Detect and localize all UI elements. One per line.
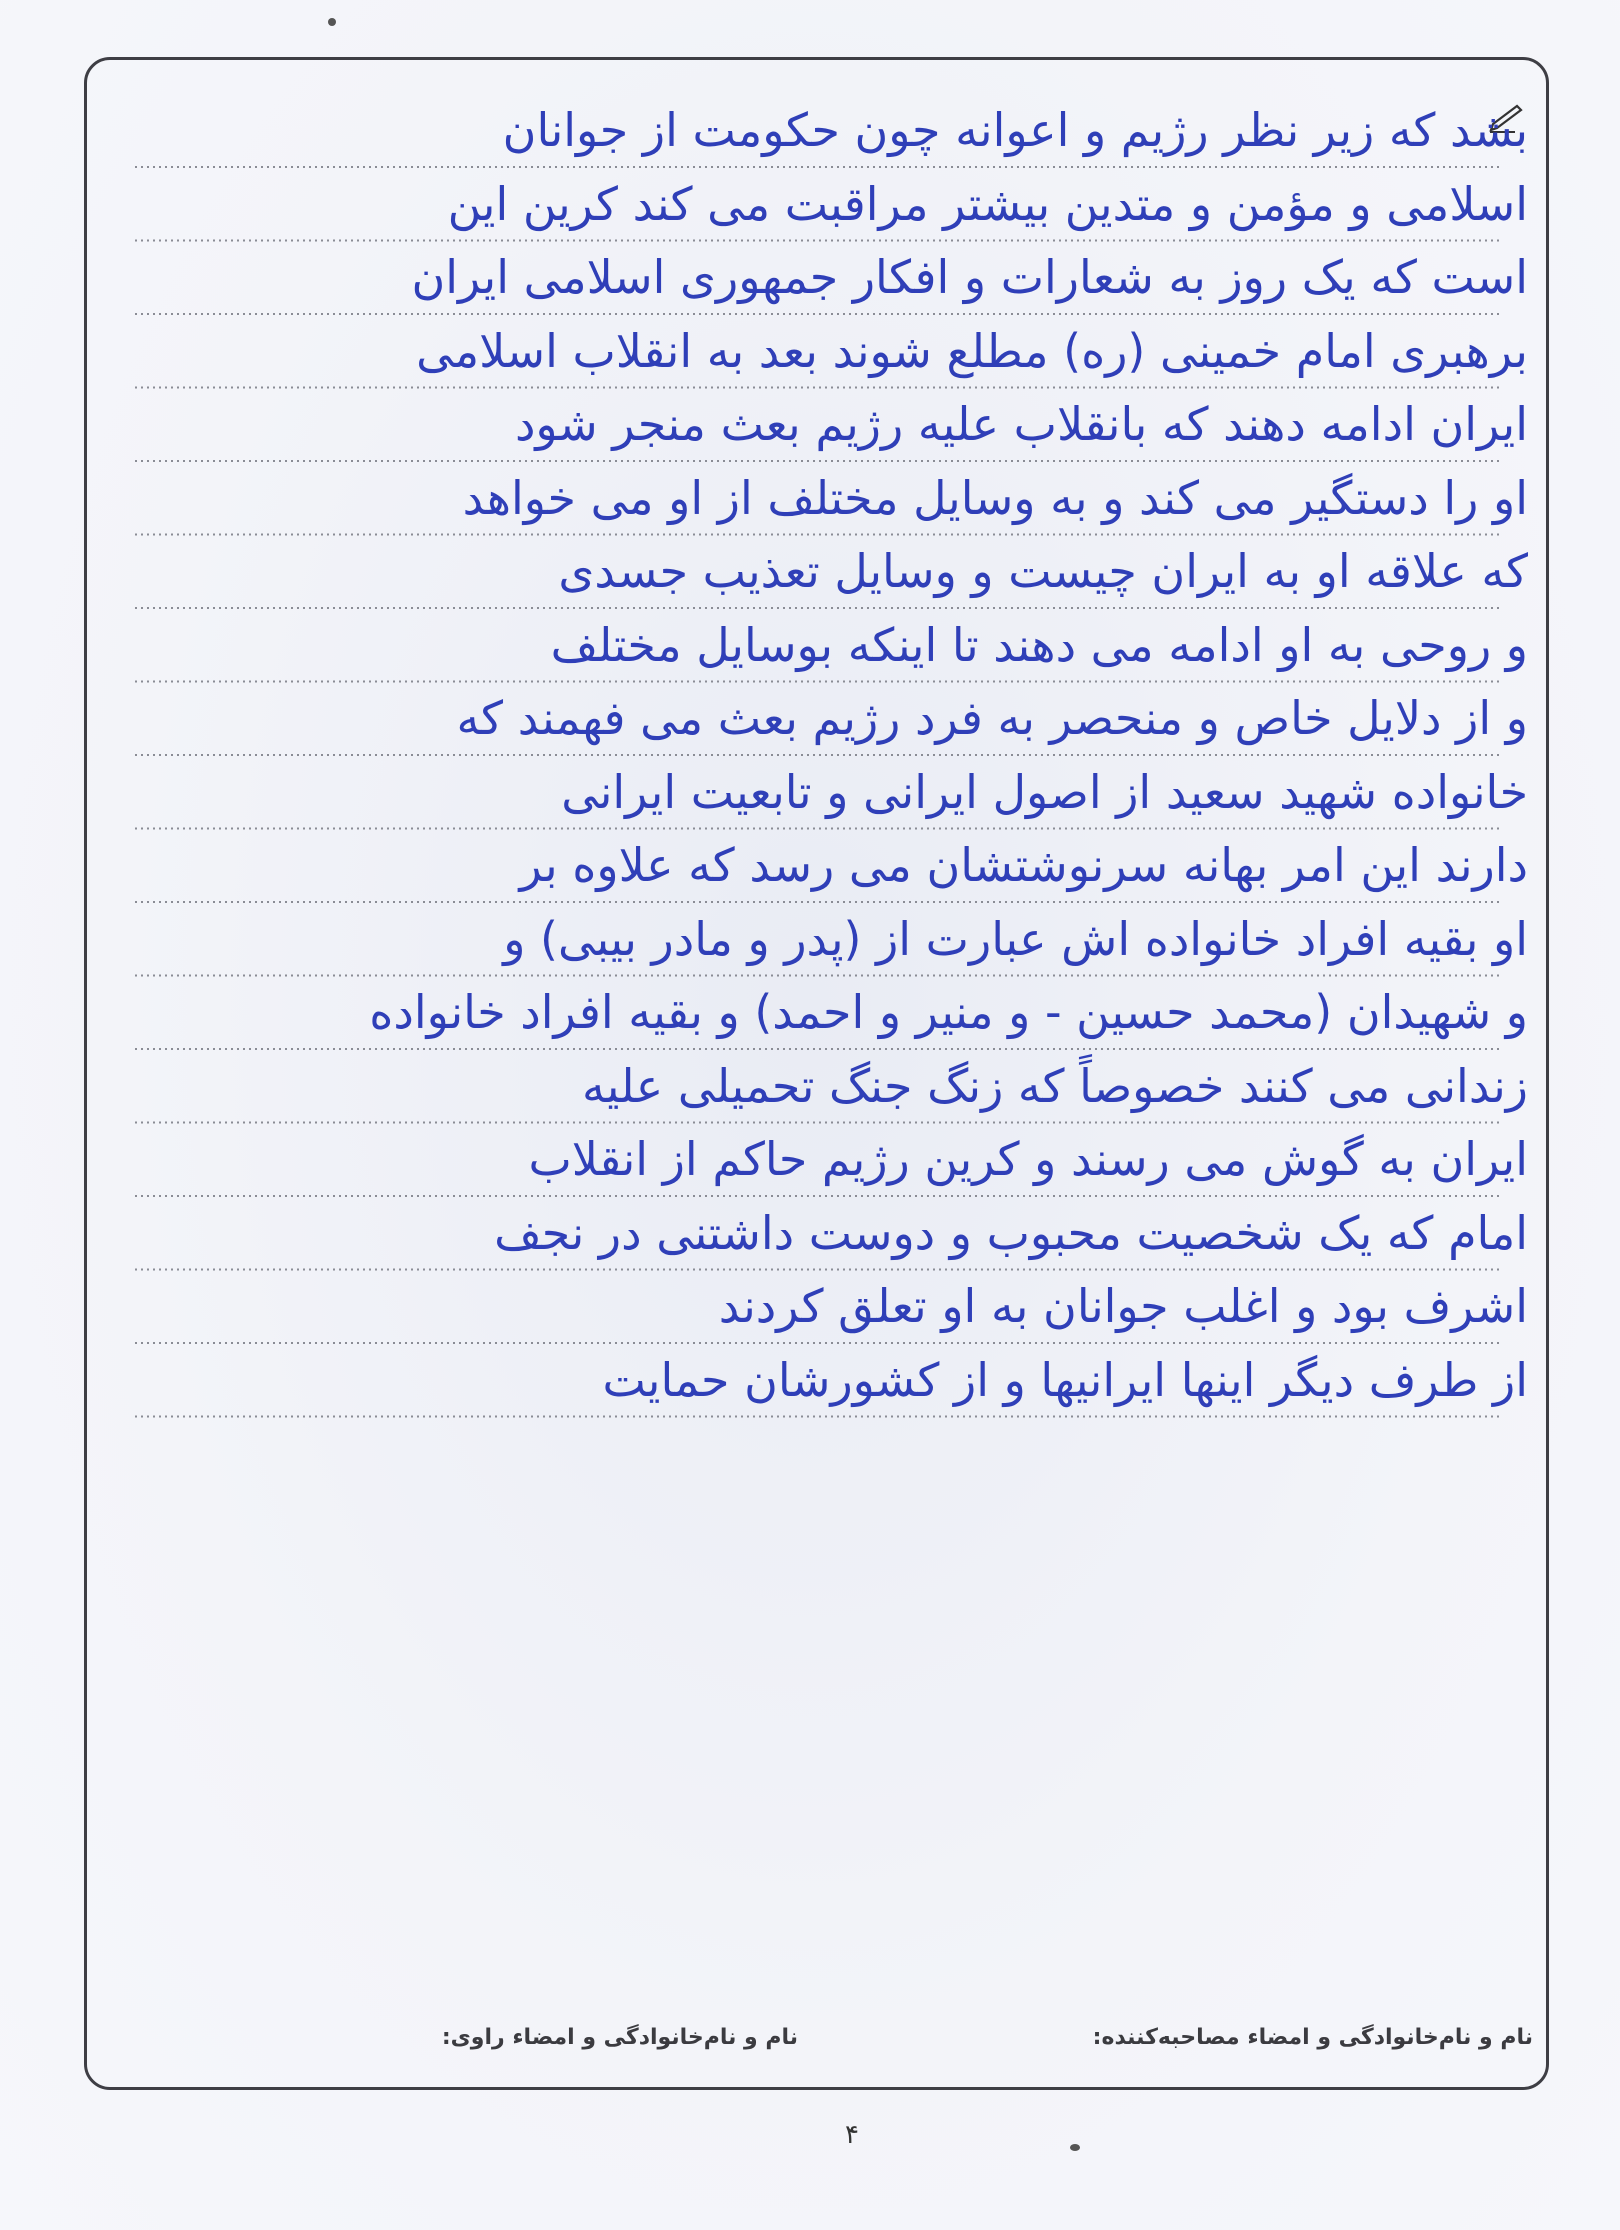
handwritten-line: او را دستگیر می کند و به وسایل مختلف از او می خواهد (462, 470, 1528, 525)
interviewer-signature-label: نام و نام‌خانوادگی و امضاء مصاحبه‌کننده: (1092, 2025, 1533, 2050)
handwritten-line: بشد که زیر نظر رژیم و اعوانه چون حکومت از جوانان (502, 103, 1528, 157)
handwritten-line: دارند این امر بهانه سرنوشتشان می رسد که علاوه بر (519, 838, 1528, 892)
handwritten-line: ایران ادامه دهند که بانقلاب علیه رژیم بعث منجر شود (514, 397, 1528, 451)
page-number: ۴ (845, 2120, 859, 2150)
handwritten-line: و شهیدان (محمد حسین - و منیر و احمد) و بقیه افراد خانواده (369, 985, 1528, 1039)
handwritten-line: امام که یک شخصیت محبوب و دوست داشتنی در نجف (494, 1205, 1528, 1260)
handwritten-line: از طرف دیگر اینها ایرانیها و از کشورشان حمایت (602, 1352, 1528, 1407)
narrator-signature-label: نام و نام‌خانوادگی و امضاء راوی: (441, 2025, 798, 2050)
handwritten-line: اشرف بود و اغلب جوانان به او تعلق کردند (718, 1279, 1528, 1333)
handwritten-line: خانواده شهید سعید از اصول ایرانی و تابعیت ایرانی (561, 764, 1528, 819)
handwritten-line: او بقیه افراد خانواده اش عبارت از (پدر و مادر بیبی) و (503, 911, 1528, 966)
paper-speck (328, 18, 336, 26)
handwritten-line: برهبری امام خمینی (ره) مطلع شوند بعد به انقلاب اسلامی (416, 323, 1528, 378)
handwritten-line: ایران به گوش می رسند و کرین رژیم حاکم از انقلاب (528, 1132, 1528, 1186)
handwritten-line: است که یک روز به شعارات و افکار جمهوری اسلامی ایران (411, 250, 1528, 304)
handwritten-line: که علاقه او به ایران چیست و وسایل تعذیب جسدی (558, 544, 1528, 598)
handwritten-line: زندانی می کنند خصوصاً که زنگ جنگ تحمیلی علیه (581, 1058, 1528, 1113)
handwritten-line: و روحی به او ادامه می دهند تا اینکه بوسایل مختلف (550, 617, 1528, 672)
paper-speck (1070, 2144, 1080, 2151)
handwritten-line: اسلامی و مؤمن و متدین بیشتر مراقبت می کند کرین این (447, 176, 1528, 231)
handwritten-line: و از دلایل خاص و منحصر به فرد رژیم بعث می فهمند که (456, 691, 1528, 745)
